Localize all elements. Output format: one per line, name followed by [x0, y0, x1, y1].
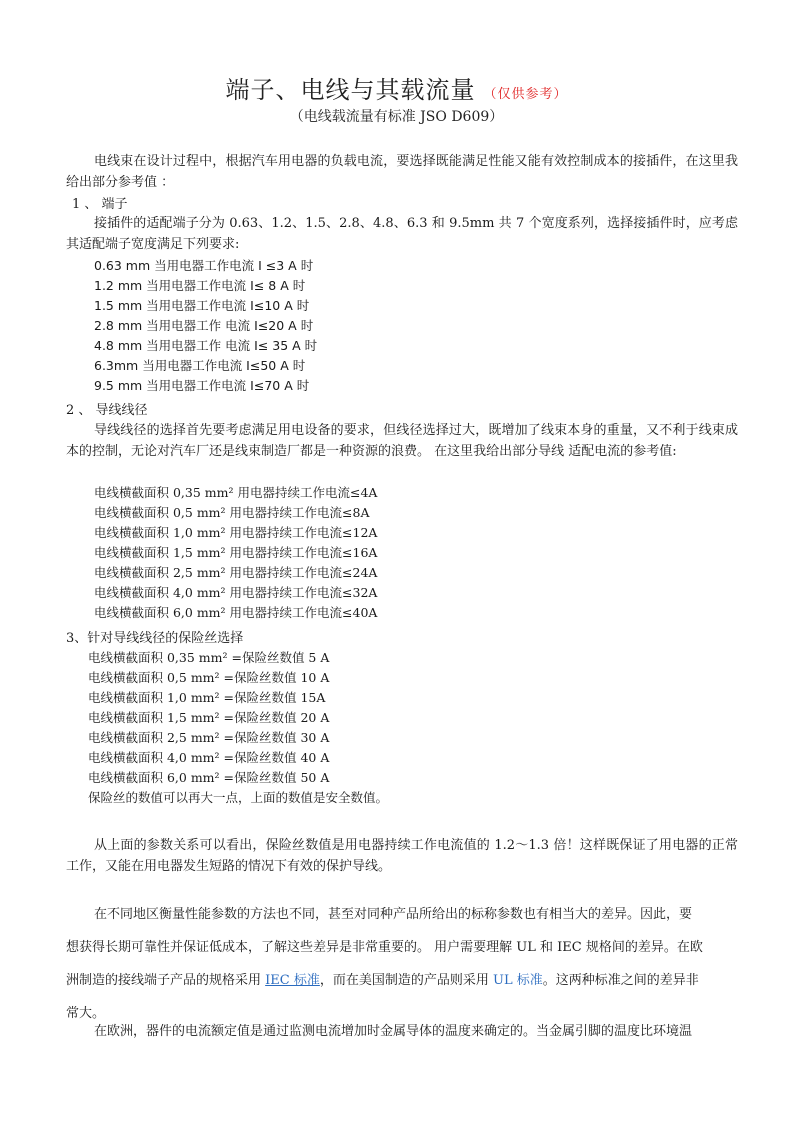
section3-heading: 3、针对导线线径的保险丝选择 [66, 631, 244, 646]
list-item: 电线横截面积 1,0 mm² =保险丝数值 15A [88, 690, 326, 705]
list-item: 电线横截面积 1,0 mm² 用电器持续工作电流≤12A [94, 525, 378, 540]
list-item: 4.8 mm 当用电器工作 电流 I≤ 35 A 时 [94, 338, 318, 353]
regions-text: 洲制造的接线端子产品的规格采用 [66, 973, 266, 988]
fuse-note: 保险丝的数值可以再大一点，上面的数值是安全数值。 [88, 790, 389, 805]
list-item: 电线横截面积 2,5 mm² 用电器持续工作电流≤24A [94, 565, 378, 580]
intro-paragraph: 电线束在设计过程中，根据汽车用电器的负载电流，要选择既能满足性能又能有效控制成本的接插件，在这里我给出部分参考值 ： [66, 154, 738, 190]
list-item: 电线横截面积 6,0 mm² 用电器持续工作电流≤40A [94, 605, 378, 620]
europe-paragraph: 在欧洲，器件的电流额定值是通过监测电流增加时金属导体的温度来确定的。当金属引脚的温度比环境温 [94, 1024, 693, 1039]
regions-text: 。这两种标准之间的差异非 [542, 973, 699, 988]
title-note: （仅供参考） [483, 87, 568, 102]
title-main: 端子、电线与其载流量 [225, 76, 476, 104]
list-item: 1.5 mm 当用电器工作电流 I≤10 A 时 [94, 298, 310, 313]
fuse-list [88, 648, 388, 808]
list-item: 电线横截面积 4,0 mm² =保险丝数值 40 A [88, 750, 330, 765]
list-item: 2.8 mm 当用电器工作 电流 I≤20 A 时 [94, 318, 314, 333]
regions-line-1: 在不同地区衡量性能参数的方法也不同，甚至对同种产品所给出的标称参数也有相当大的差异。因此，要 [94, 907, 693, 922]
list-item: 电线横截面积 4,0 mm² 用电器持续工作电流≤32A [94, 585, 378, 600]
list-item: 电线横截面积 2,5 mm² =保险丝数值 30 A [88, 730, 330, 745]
document-title [0, 70, 793, 105]
ratio-paragraph: 从上面的参数关系可以看出，保险丝数值是用电器持续工作电流值的 1.2～1.3 倍！这样既保证了用电器的正常工作，又能在用电器发生短路的情况下有效的保护导线。 [66, 838, 738, 874]
list-item: 9.5 mm 当用电器工作电流 I≤70 A 时 [94, 378, 310, 393]
regions-line-2: 想获得长期可靠性并保证低成本，了解这些差异是非常重要的。 用户需要理解 UL 和 IEC 规格间的差异。在欧 [66, 940, 703, 955]
list-item: 电线横截面积 6,0 mm² =保险丝数值 50 A [88, 770, 330, 785]
section1-heading: 1 、 端子 [72, 197, 128, 212]
document-subtitle: （电线载流量有标准 JSO D609） [289, 109, 504, 125]
regions-line-3 [66, 964, 738, 997]
list-item: 电线横截面积 0,35 mm² =保险丝数值 5 A [88, 650, 330, 665]
ul-standard-link[interactable]: UL 标准 [493, 973, 543, 988]
list-item: 6.3mm 当用电器工作电流 I≤50 A 时 [94, 358, 306, 373]
list-item: 电线横截面积 0,5 mm² 用电器持续工作电流≤8A [94, 505, 370, 520]
terminal-list [94, 256, 317, 396]
list-item: 电线横截面积 0,5 mm² =保险丝数值 10 A [88, 670, 330, 685]
section2-paragraph: 导线线径的选择首先要考虑满足用电设备的要求，但线径选择过大，既增加了线束本身的重量，又不利于线束成本的控制，无论对汽车厂还是线束制造厂都是一种资源的浪费。 在这里我给出部分导线 适配电流的参考值: [66, 423, 738, 459]
regions-line-4: 常大。 [66, 1006, 106, 1021]
list-item: 电线横截面积 1,5 mm² =保险丝数值 20 A [88, 710, 330, 725]
wire-current-list [94, 483, 377, 623]
section2-heading: 2 、 导线线径 [66, 403, 148, 418]
list-item: 1.2 mm 当用电器工作电流 I≤ 8 A 时 [94, 278, 306, 293]
list-item: 电线横截面积 0,35 mm² 用电器持续工作电流≤4A [94, 485, 378, 500]
section1-paragraph: 接插件的适配端子分为 0.63、1.2、1.5、2.8、4.8、6.3 和 9.5mm 共 7 个宽度系列，选择接插件时，应考虑其适配端子宽度满足下列要求: [66, 216, 738, 252]
iec-standard-link[interactable]: IEC 标准 [265, 973, 320, 988]
regions-text: ，而在美国制造的产品则采用 [319, 973, 493, 988]
list-item: 电线横截面积 1,5 mm² 用电器持续工作电流≤16A [94, 545, 378, 560]
list-item: 0.63 mm 当用电器工作电流 I ≤3 A 时 [94, 258, 314, 273]
regions-paragraph [66, 898, 738, 1030]
